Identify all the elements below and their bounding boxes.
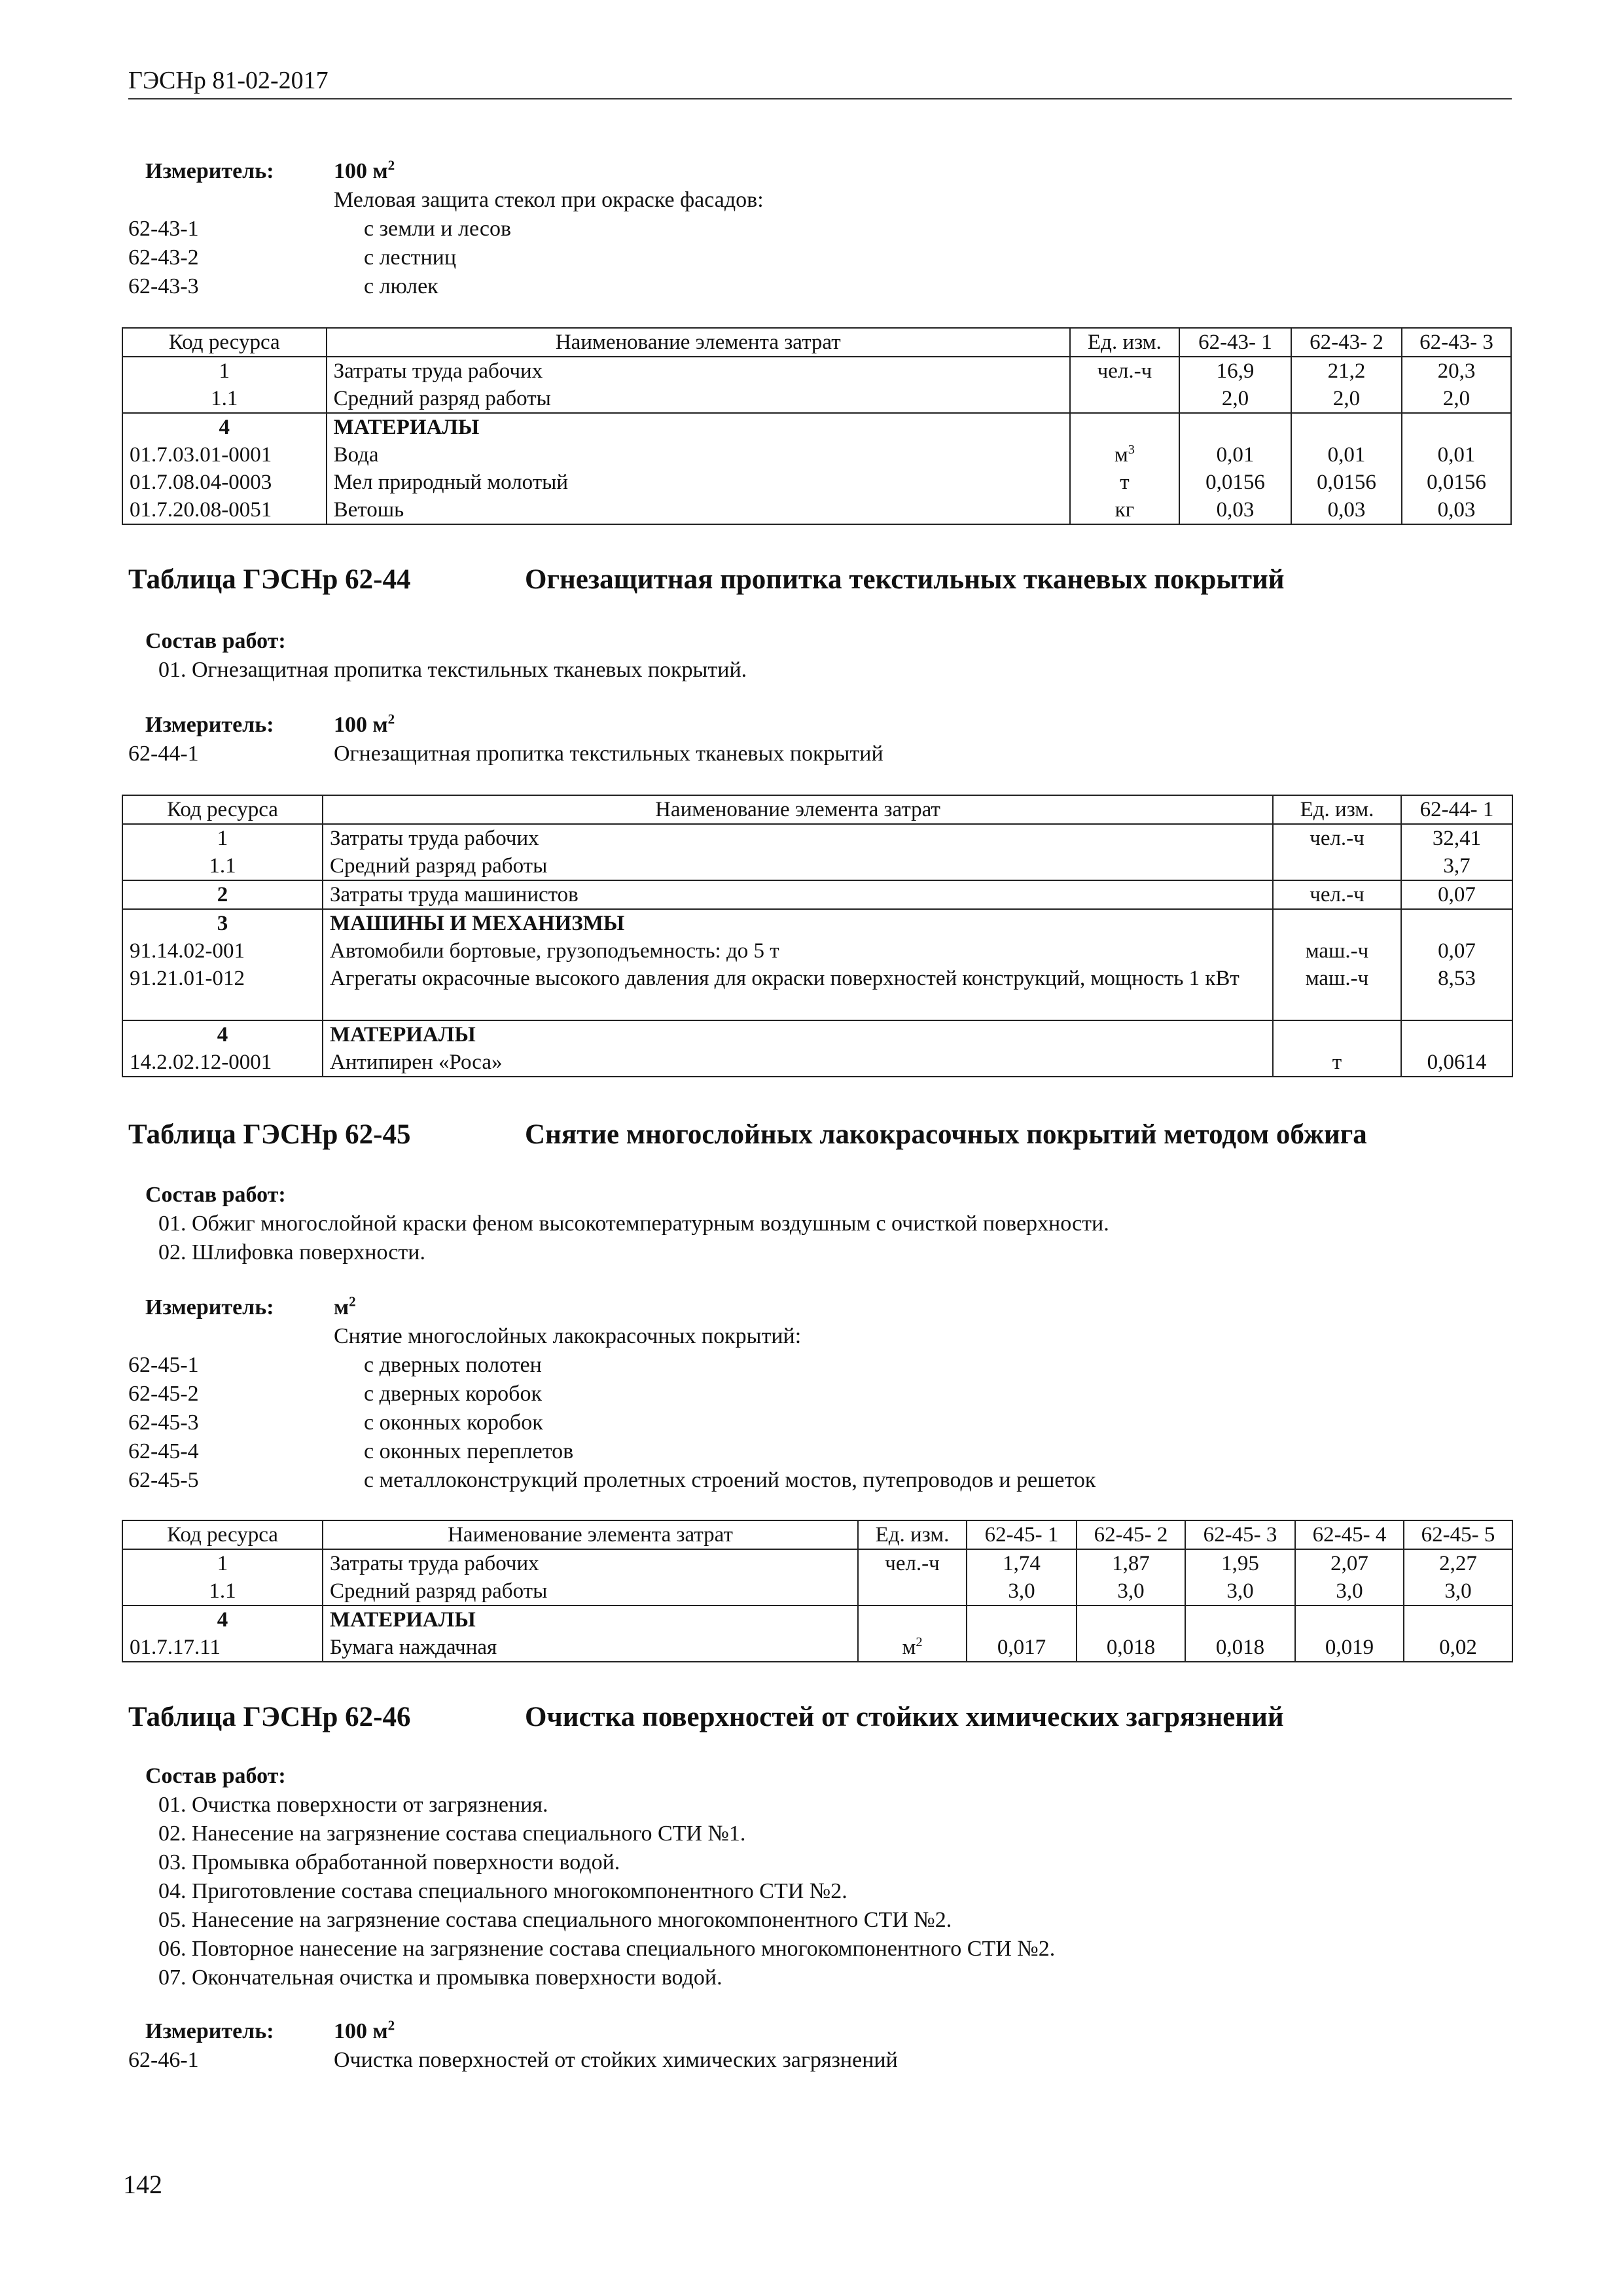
item-name: с дверных полотен: [364, 1353, 542, 1377]
col-header-norm: 62-45- 1: [967, 1520, 1077, 1549]
table-row: 1.1 Средний разряд работы 3,0 3,0 3,0 3,0 3,0: [122, 1577, 1512, 1605]
works-label: Состав работ:: [145, 1183, 286, 1207]
measure-block-62-45: [128, 1293, 1512, 1495]
measure-block-62-44: [128, 711, 1512, 768]
table-row: 01.7.03.01-0001 Вода $м^3$ 0,01 0,01 0,01: [122, 441, 1511, 469]
col-header-norm: 62-45- 5: [1404, 1520, 1512, 1549]
item-name: с лестниц: [364, 245, 457, 270]
works-label: Состав работ:: [145, 1764, 286, 1788]
table-row-section: 4 МАТЕРИАЛЫ: [122, 413, 1511, 441]
resource-table-62-43: [122, 327, 1512, 525]
item-name: с оконных коробок: [364, 1410, 543, 1435]
item-name: с дверных коробок: [364, 1382, 542, 1406]
measure-description: Меловая защита стекол при окраске фасадов:: [334, 188, 764, 212]
item-code: 62-46-1: [128, 2048, 199, 2072]
table-row: 1.1 Средний разряд работы 2,0 2,0 2,0: [122, 385, 1511, 413]
measure-label: Измеритель:: [145, 713, 274, 737]
col-header-norm: 62-45- 3: [1185, 1520, 1295, 1549]
resource-table-62-45: [122, 1520, 1513, 1662]
col-header-unit: Ед. изм.: [1070, 328, 1179, 357]
measure-description: Снятие многослойных лакокрасочных покрытий:: [334, 1324, 802, 1348]
item-name: с металлоконструкций пролетных строений мостов, путепроводов и решеток: [364, 1468, 1096, 1492]
table-row: 2 Затраты труда машинистов чел.-ч 0,07: [122, 880, 1512, 909]
works-label: Состав работ:: [145, 629, 286, 653]
col-header-name: Наименование элемента затрат: [323, 1520, 858, 1549]
resource-table-62-44: [122, 795, 1513, 1077]
table-row: 1 Затраты труда рабочих чел.-ч 1,74 1,87 1,95 2,07 2,27: [122, 1549, 1512, 1577]
table-row: 91.21.01-012 Агрегаты окрасочные высокого давления для окраски поверхностей конструкций, мощность 1 кВт маш.-ч 8,53: [122, 965, 1512, 1020]
table-title-62-46: Таблица ГЭСНр 62-46 Очистка поверхностей от стойких химических загрязнений: [128, 1702, 1284, 1732]
table-row-section: 4 МАТЕРИАЛЫ: [122, 1020, 1512, 1049]
works-item: 01. Очистка поверхности от загрязнения.: [158, 1793, 548, 1817]
running-header: [128, 63, 1512, 99]
item-code: 62-45-1: [128, 1353, 199, 1377]
col-header-code: Код ресурса: [122, 795, 323, 824]
works-list-62-46: [128, 1762, 1512, 1992]
measure-unit: 100 $м^2$: [334, 157, 395, 183]
measure-label: Измеритель:: [145, 2019, 274, 2043]
table-title-62-45: Таблица ГЭСНр 62-45 Снятие многослойных лакокрасочных покрытий методом обжига: [128, 1119, 1367, 1150]
measure-unit: 100 $м^2$: [334, 711, 395, 737]
item-name: Очистка поверхностей от стойких химических загрязнений: [334, 2048, 898, 2072]
col-header-name: Наименование элемента затрат: [327, 328, 1070, 357]
measure-unit: $м^2$: [334, 1293, 356, 1319]
works-item: 04. Приготовление состава специального многокомпонентного СТИ №2.: [158, 1879, 847, 1903]
table-row: 1 Затраты труда рабочих чел.-ч 16,9 21,2 20,3: [122, 357, 1511, 385]
works-item: 01. Обжиг многослойной краски феном высокотемпературным воздушным с очисткой поверхности.: [158, 1211, 1109, 1236]
table-row-section: 4 МАТЕРИАЛЫ: [122, 1605, 1512, 1634]
table-row-section: 3 МАШИНЫ И МЕХАНИЗМЫ: [122, 909, 1512, 937]
measure-label: Измеритель:: [145, 159, 274, 183]
item-code: 62-43-2: [128, 245, 199, 270]
table-row: 1 Затраты труда рабочих чел.-ч 32,41: [122, 824, 1512, 852]
page-number: 142: [123, 2170, 162, 2199]
header-doc-title: ГЭСНр 81-02-2017: [128, 67, 329, 94]
table-row: 01.7.08.04-0003 Мел природный молотый т 0,0156 0,0156 0,0156: [122, 469, 1511, 496]
col-header-norm: 62-43- 3: [1402, 328, 1511, 357]
col-header-unit: Ед. изм.: [858, 1520, 967, 1549]
item-name: с оконных переплетов: [364, 1439, 574, 1463]
item-name: с люлек: [364, 274, 438, 298]
measure-label: Измеритель:: [145, 1295, 274, 1319]
works-item: 01. Огнезащитная пропитка текстильных тканевых покрытий.: [158, 658, 747, 682]
table-row: 01.7.17.11 Бумага наждачная $м^2$ 0,017 0,018 0,018 0,019 0,02: [122, 1634, 1512, 1662]
col-header-unit: Ед. изм.: [1273, 795, 1401, 824]
item-code: 62-45-4: [128, 1439, 199, 1463]
col-header-norm: 62-44- 1: [1401, 795, 1512, 824]
item-code: 62-43-1: [128, 217, 199, 241]
item-code: 62-43-3: [128, 274, 199, 298]
table-row: 14.2.02.12-0001 Антипирен «Роса» т 0,0614: [122, 1049, 1512, 1077]
col-header-name: Наименование элемента затрат: [323, 795, 1273, 824]
item-code: 62-45-5: [128, 1468, 199, 1492]
works-item: 05. Нанесение на загрязнение состава специального многокомпонентного СТИ №2.: [158, 1908, 952, 1932]
works-item: 03. Промывка обработанной поверхности водой.: [158, 1850, 620, 1874]
col-header-code: Код ресурса: [122, 328, 327, 357]
item-name: с земли и лесов: [364, 217, 512, 241]
table-title-62-44: Таблица ГЭСНр 62-44 Огнезащитная пропитка текстильных тканевых покрытий: [128, 564, 1285, 595]
measure-unit: 100 $м^2$: [334, 2017, 395, 2043]
table-row: 01.7.20.08-0051 Ветошь кг 0,03 0,03 0,03: [122, 496, 1511, 524]
item-code: 62-45-3: [128, 1410, 199, 1435]
item-name: Огнезащитная пропитка текстильных тканевых покрытий: [334, 742, 883, 766]
works-item: 06. Повторное нанесение на загрязнение состава специального многокомпонентного СТИ №2.: [158, 1937, 1056, 1961]
works-item: 02. Шлифовка поверхности.: [158, 1240, 425, 1265]
works-item: 07. Окончательная очистка и промывка поверхности водой.: [158, 1965, 722, 1990]
col-header-norm: 62-45- 2: [1077, 1520, 1185, 1549]
col-header-norm: 62-43- 1: [1179, 328, 1291, 357]
measure-block-62-43: [128, 157, 1512, 301]
col-header-norm: 62-45- 4: [1295, 1520, 1404, 1549]
item-code: 62-44-1: [128, 742, 199, 766]
works-item: 02. Нанесение на загрязнение состава специального СТИ №1.: [158, 1821, 746, 1846]
item-code: 62-45-2: [128, 1382, 199, 1406]
works-list-62-45: [128, 1181, 1512, 1267]
table-row: 91.14.02-001 Автомобили бортовые, грузоподъемность: до 5 т маш.-ч 0,07: [122, 937, 1512, 965]
works-list-62-44: [128, 627, 1512, 685]
col-header-code: Код ресурса: [122, 1520, 323, 1549]
table-row: 1.1 Средний разряд работы 3,7: [122, 852, 1512, 880]
col-header-norm: 62-43- 2: [1291, 328, 1402, 357]
measure-block-62-46: [128, 2017, 1512, 2075]
